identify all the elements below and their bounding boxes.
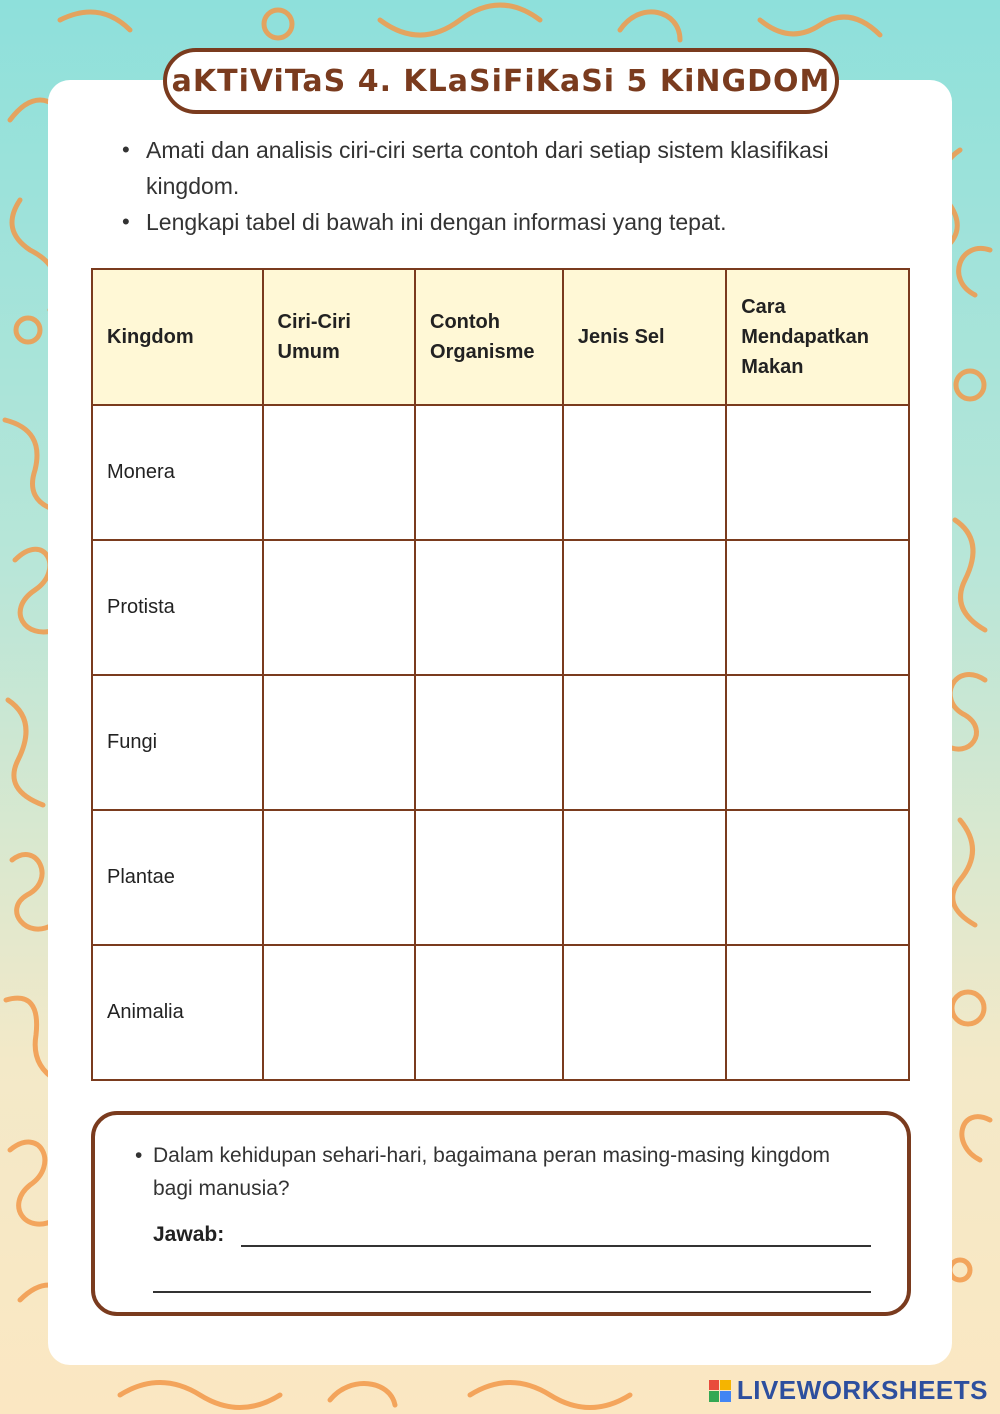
answer-cell[interactable] <box>263 675 415 810</box>
question-box <box>91 1111 911 1316</box>
header-ciri-ciri-umum: Ciri-Ciri Umum <box>263 269 415 405</box>
answer-cell[interactable] <box>563 945 726 1080</box>
row-label-monera: Monera <box>92 405 263 540</box>
liveworksheets-brand <box>709 1375 988 1406</box>
answer-cell[interactable] <box>415 810 563 945</box>
answer-cell[interactable] <box>563 540 726 675</box>
header-jenis-sel: Jenis Sel <box>563 269 726 405</box>
answer-input-line-1[interactable] <box>241 1245 871 1247</box>
answer-cell[interactable] <box>415 675 563 810</box>
answer-cell[interactable] <box>726 810 909 945</box>
liveworksheets-logo-icon <box>709 1380 731 1402</box>
table-row <box>92 810 909 945</box>
question-text: • Dalam kehidupan sehari-hari, bagaimana peran masing-masing kingdom bagi manusia? <box>133 1139 873 1205</box>
answer-cell[interactable] <box>563 405 726 540</box>
table-row <box>92 405 909 540</box>
answer-cell[interactable] <box>726 405 909 540</box>
kingdom-table <box>91 268 910 1081</box>
row-label-protista: Protista <box>92 540 263 675</box>
table-header-row <box>92 269 909 405</box>
table-row <box>92 540 909 675</box>
instruction-item: • Amati dan analisis ciri-ciri serta contoh dari setiap sistem klasifikasi kingdom. <box>120 132 880 204</box>
table-row <box>92 675 909 810</box>
header-cara-mendapatkan-makan: Cara Mendapatkan Makan <box>726 269 909 405</box>
page-title: aKTiViTaS 4. KLaSiFiKaSi 5 KiNGDOM <box>171 63 831 99</box>
answer-cell[interactable] <box>263 540 415 675</box>
row-label-fungi: Fungi <box>92 675 263 810</box>
answer-cell[interactable] <box>726 540 909 675</box>
row-label-animalia: Animalia <box>92 945 263 1080</box>
table-row <box>92 945 909 1080</box>
instruction-item: • Lengkapi tabel di bawah ini dengan informasi yang tepat. <box>120 204 880 240</box>
title-banner <box>163 48 839 114</box>
header-contoh-organisme: Contoh Organisme <box>415 269 563 405</box>
answer-cell[interactable] <box>415 405 563 540</box>
answer-cell[interactable] <box>563 810 726 945</box>
answer-cell[interactable] <box>263 945 415 1080</box>
brand-name: LIVEWORKSHEETS <box>736 1375 988 1405</box>
answer-input-line-2[interactable] <box>153 1291 871 1293</box>
answer-cell[interactable] <box>415 540 563 675</box>
answer-cell[interactable] <box>415 945 563 1080</box>
answer-cell[interactable] <box>563 675 726 810</box>
instructions-list <box>120 132 880 240</box>
answer-cell[interactable] <box>726 675 909 810</box>
answer-label: Jawab: <box>153 1223 225 1246</box>
header-kingdom: Kingdom <box>92 269 263 405</box>
answer-cell[interactable] <box>263 405 415 540</box>
answer-cell[interactable] <box>263 810 415 945</box>
answer-cell[interactable] <box>726 945 909 1080</box>
row-label-plantae: Plantae <box>92 810 263 945</box>
